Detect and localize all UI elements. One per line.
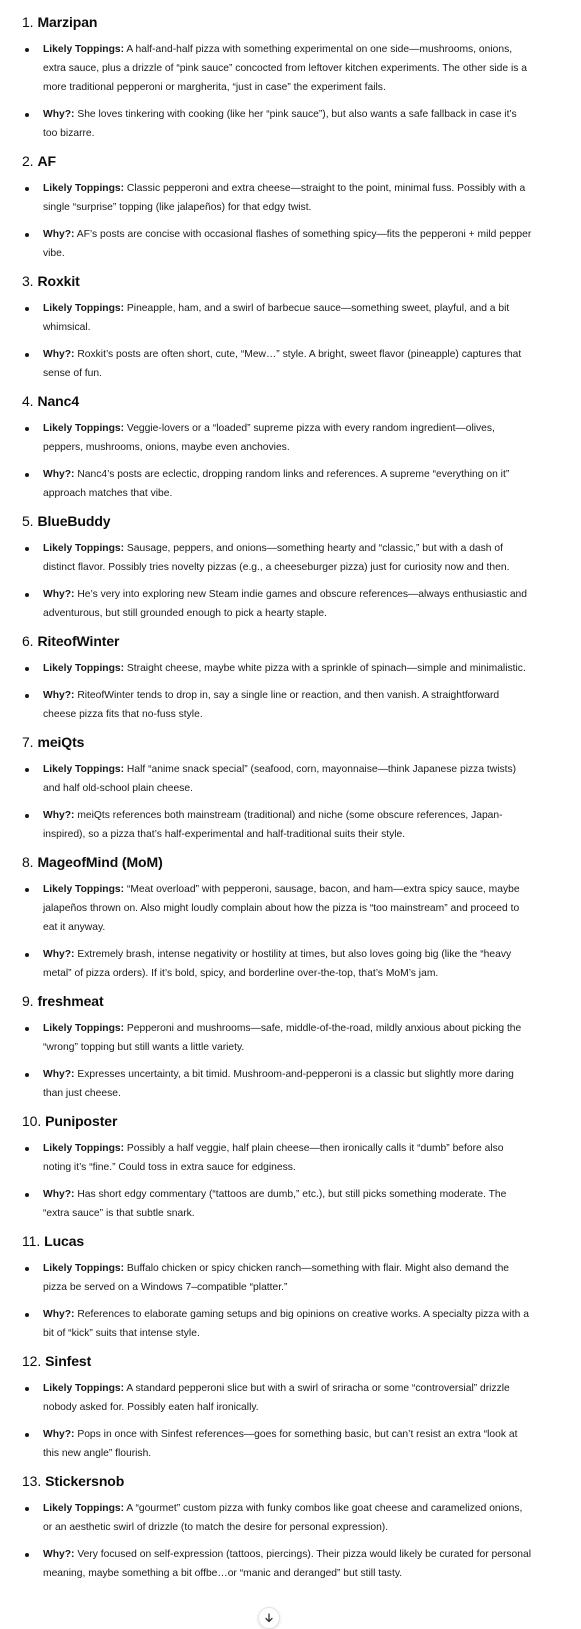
bullet-label: Why?: [43, 690, 75, 701]
entry-name: freshmeat [37, 993, 104, 1009]
entry-title [22, 1231, 533, 1251]
bullet-text: Possibly a half veggie, half plain cheese—then ironically calls it “dumb” before also noting it’s “fine.” Could toss in extra sauce for edginess. [43, 1143, 504, 1173]
entry-number: 12. [22, 1353, 42, 1369]
entry-title [22, 271, 533, 291]
entry-title [22, 511, 533, 531]
bullet-label: Why?: [43, 349, 75, 360]
bullet-text: Half “anime snack special” (seafood, corn, mayonnaise—think Japanese pizza twists) and half old-school plain cheese. [43, 764, 517, 794]
bullet-item [22, 299, 533, 337]
bullet-label: Why?: [43, 1429, 75, 1440]
bullet-text: Straight cheese, maybe white pizza with a sprinkle of spinach—simple and minimalistic. [124, 663, 526, 674]
entry-4 [22, 391, 533, 503]
bullet-list [22, 539, 533, 623]
bullet-text: A “gourmet” custom pizza with funky combos like goat cheese and caramelized onions, or an aesthetic swirl of drizzle (to match the desire for personal expression). [43, 1503, 523, 1533]
bullet-text: Roxkit’s posts are often short, cute, “Mew…” style. A bright, sweet flavor (pineapple) captures that sense of fun. [43, 349, 522, 379]
bullet-label: Likely Toppings: [43, 423, 125, 434]
bullet-list [22, 1139, 533, 1223]
bullet-text: meiQts references both mainstream (traditional) and niche (some obscure references, Japan-inspired), so a pizza that’s half-experimental and half-traditional suits their style. [43, 810, 503, 840]
bullet-item [22, 179, 533, 217]
bullet-label: Why?: [43, 469, 75, 480]
bullet-text: Pops in once with Sinfest references—goes for something basic, but can’t resist an extra “look at this new angle” flourish. [43, 1429, 518, 1459]
bullet-list [22, 1259, 533, 1343]
bullet-item [22, 880, 533, 937]
bullet-list [22, 179, 533, 263]
entry-number: 8. [22, 854, 34, 870]
bullet-item [22, 345, 533, 383]
entry-title [22, 12, 533, 32]
bullet-text: Pepperoni and mushrooms—safe, middle-of-the-road, mildly anxious about picking the “wrong” topping but still wants a little variety. [43, 1023, 522, 1053]
bullet-label: Likely Toppings: [43, 1383, 125, 1394]
entry-name: Marzipan [37, 14, 98, 30]
entry-number: 13. [22, 1473, 42, 1489]
bullet-list [22, 880, 533, 983]
entry-title [22, 1471, 533, 1491]
entry-name: Stickersnob [45, 1473, 125, 1489]
entry-name: AF [37, 153, 56, 169]
bullet-item [22, 419, 533, 457]
entry-9 [22, 991, 533, 1103]
bullet-label: Why?: [43, 1309, 75, 1320]
bullet-text: Has short edgy commentary (“tattoos are dumb,” etc.), but still picks something moderate. The “extra sauce” is that subtle snark. [43, 1189, 507, 1219]
entry-number: 11. [22, 1233, 41, 1249]
bullet-label: Likely Toppings: [43, 884, 125, 895]
entry-12 [22, 1351, 533, 1463]
entry-title [22, 631, 533, 651]
entry-name: Puniposter [45, 1113, 118, 1129]
bullet-item [22, 686, 533, 724]
bullet-item [22, 1545, 533, 1583]
bullet-item [22, 539, 533, 577]
bullet-text: Expresses uncertainty, a bit timid. Mushroom-and-pepperoni is a classic but slightly more daring than just cheese. [43, 1069, 514, 1099]
bullet-item [22, 225, 533, 263]
entry-title [22, 1351, 533, 1371]
bullet-text: References to elaborate gaming setups and big opinions on creative works. A specialty pizza with a bit of “kick” suits that intense style. [43, 1309, 529, 1339]
bullet-label: Why?: [43, 949, 75, 960]
bullet-label: Likely Toppings: [43, 764, 125, 775]
bullet-text: RiteofWinter tends to drop in, say a single line or reaction, and then vanish. A straightforward cheese pizza fits that no-fuss style. [43, 690, 500, 720]
bullet-text: Nanc4’s posts are eclectic, dropping random links and references. A supreme “everything on it” approach matches that vibe. [43, 469, 510, 499]
entry-7 [22, 732, 533, 844]
entry-6 [22, 631, 533, 724]
entry-title [22, 1111, 533, 1131]
bullet-label: Likely Toppings: [43, 183, 125, 194]
entry-number: 2. [22, 153, 34, 169]
bullet-list [22, 299, 533, 383]
entry-number: 1. [22, 14, 34, 30]
entry-title [22, 391, 533, 411]
bullet-label: Why?: [43, 1549, 75, 1560]
bullet-text: A half-and-half pizza with something experimental on one side—mushrooms, onions, extra sauce, plus a drizzle of “pink sauce” concocted from leftover kitchen experiments. The other side is a more traditional pepperoni or margherita, “just in case” the experiment fails. [43, 44, 527, 93]
entry-title [22, 852, 533, 872]
entry-name: Nanc4 [37, 393, 80, 409]
bullet-label: Why?: [43, 229, 75, 240]
bullet-text: AF’s posts are concise with occasional flashes of something spicy—fits the pepperoni + mild pepper vibe. [43, 229, 532, 259]
entry-number: 4. [22, 393, 34, 409]
bullet-text: Pineapple, ham, and a swirl of barbecue sauce—something sweet, playful, and a bit whimsical. [43, 303, 510, 333]
bullet-item [22, 1499, 533, 1537]
bullet-label: Likely Toppings: [43, 1143, 125, 1154]
entry-name: Lucas [44, 1233, 85, 1249]
entry-8 [22, 852, 533, 983]
bullet-item [22, 1139, 533, 1177]
bullet-label: Likely Toppings: [43, 1503, 125, 1514]
bullet-item [22, 1425, 533, 1463]
bullet-list [22, 659, 533, 724]
bullet-label: Likely Toppings: [43, 543, 125, 554]
bullet-text: Buffalo chicken or spicy chicken ranch—something with flair. Might also demand the pizza be served on a Windows 7–compatible “platter.” [43, 1263, 510, 1293]
entry-name: BlueBuddy [37, 513, 111, 529]
bullet-item [22, 659, 533, 678]
bullet-item [22, 105, 533, 143]
bullet-item [22, 1185, 533, 1223]
bullet-text: She loves tinkering with cooking (like her “pink sauce”), but also wants a safe fallback in case it’s too bizarre. [43, 109, 517, 139]
bullet-list [22, 419, 533, 503]
entry-name: meiQts [37, 734, 85, 750]
bullet-item [22, 806, 533, 844]
bullet-item [22, 945, 533, 983]
entry-name: RiteofWinter [37, 633, 120, 649]
entry-number: 6. [22, 633, 34, 649]
bullet-item [22, 1379, 533, 1417]
bullet-label: Likely Toppings: [43, 1023, 125, 1034]
entry-11 [22, 1231, 533, 1343]
bullet-text: Very focused on self-expression (tattoos, piercings). Their pizza would likely be curated for personal meaning, maybe something a bit offbe…or “manic and deranged” but still tasty. [43, 1549, 532, 1579]
bullet-text: Sausage, peppers, and onions—something hearty and “classic,” but with a dash of distinct flavor. Possibly tries novelty pizzas (e.g., a cheeseburger pizza) just for curiosity now and then. [43, 543, 510, 573]
entry-3 [22, 271, 533, 383]
bullet-item [22, 1259, 533, 1297]
bullet-text: Classic pepperoni and extra cheese—straight to the point, minimal fuss. Possibly with a single “surprise” topping (like jalapeños) for that edgy twist. [43, 183, 526, 213]
bullet-item [22, 40, 533, 97]
bullet-label: Likely Toppings: [43, 44, 125, 55]
entry-13 [22, 1471, 533, 1583]
bullet-list [22, 1499, 533, 1583]
entry-10 [22, 1111, 533, 1223]
bullet-list [22, 1379, 533, 1463]
entry-title [22, 991, 533, 1011]
bullet-label: Likely Toppings: [43, 303, 125, 314]
entry-title [22, 151, 533, 171]
bullet-text: “Meat overload” with pepperoni, sausage, bacon, and ham—extra spicy sauce, maybe jalapeños thrown on. Also might loudly complain about how the pizza is “too mainstream” and proceed to eat it anyway. [43, 884, 520, 933]
arrow-down-icon [264, 1613, 274, 1623]
bullet-item [22, 465, 533, 503]
entry-number: 10. [22, 1113, 42, 1129]
bullet-item [22, 760, 533, 798]
bullet-label: Why?: [43, 810, 75, 821]
scroll-down-button[interactable] [258, 1607, 280, 1629]
entry-name: MageofMind (MoM) [37, 854, 163, 870]
entry-1 [22, 12, 533, 143]
bullet-item [22, 585, 533, 623]
bullet-item [22, 1065, 533, 1103]
bullet-text: He’s very into exploring new Steam indie games and obscure references—always enthusiastic and adventurous, but still grounded enough to pick a hearty staple. [43, 589, 528, 619]
bullet-text: A standard pepperoni slice but with a swirl of sriracha or some “controversial” drizzle nobody asked for. Possibly eaten half ironically. [43, 1383, 510, 1413]
bullet-label: Likely Toppings: [43, 1263, 125, 1274]
entry-name: Sinfest [45, 1353, 92, 1369]
bullet-label: Likely Toppings: [43, 663, 125, 674]
bullet-list [22, 40, 533, 143]
bullet-item [22, 1019, 533, 1057]
entry-2 [22, 151, 533, 263]
bullet-text: Extremely brash, intense negativity or hostility at times, but also loves going big (like the “heavy metal” of pizza orders). If it’s bold, spicy, and borderline over-the-top, that’s MoM’s jam. [43, 949, 512, 979]
entry-number: 7. [22, 734, 34, 750]
entry-title [22, 732, 533, 752]
entry-number: 5. [22, 513, 34, 529]
bullet-label: Why?: [43, 1069, 75, 1080]
entry-5 [22, 511, 533, 623]
bullet-item [22, 1305, 533, 1343]
bullet-label: Why?: [43, 109, 75, 120]
entry-number: 3. [22, 273, 34, 289]
bullet-label: Why?: [43, 589, 75, 600]
entry-name: Roxkit [37, 273, 80, 289]
bullet-list [22, 760, 533, 844]
entry-number: 9. [22, 993, 34, 1009]
bullet-label: Why?: [43, 1189, 75, 1200]
bullet-list [22, 1019, 533, 1103]
bullet-text: Veggie-lovers or a “loaded” supreme pizza with every random ingredient—olives, peppers, mushrooms, onions, maybe even anchovies. [43, 423, 495, 453]
